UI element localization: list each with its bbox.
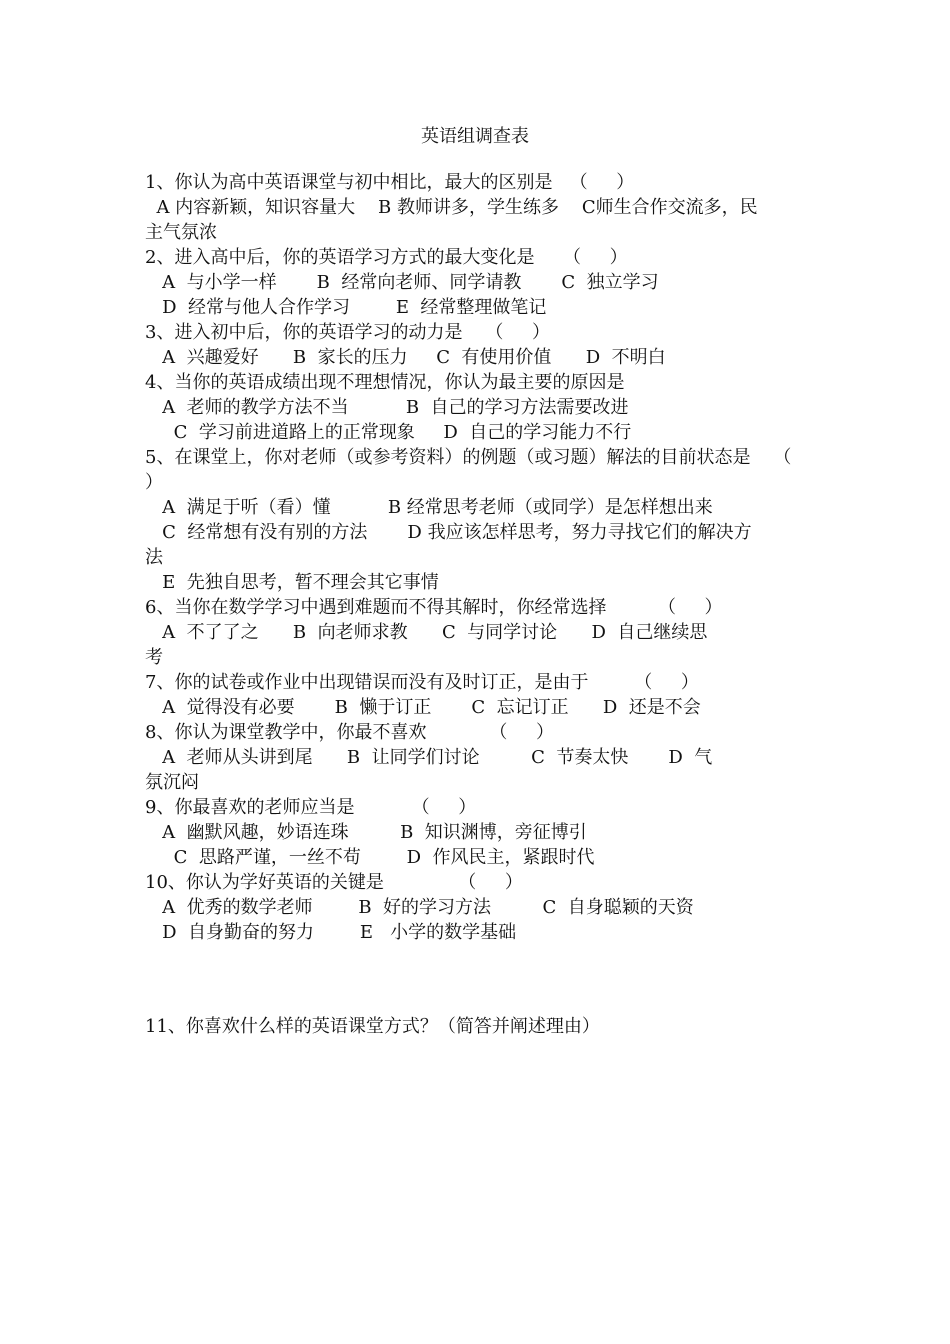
question-1-options: A 内容新颖，知识容量大 B 教师讲多，学生练多 C师生合作交流多，民 — [145, 197, 758, 218]
question-5-cont: ） — [145, 472, 163, 493]
question-7-options: A 觉得没有必要 B 懒于订正 C 忘记订正 D 还是不会 — [145, 697, 701, 718]
question-10: 10、你认为学好英语的关键是 （ ） — [145, 872, 523, 893]
question-1: 1、你认为高中英语课堂与初中相比，最大的区别是 （ ） — [145, 172, 635, 193]
question-9-options: A 幽默风趣，妙语连珠 B 知识渊博，旁征博引 — [145, 822, 587, 843]
question-5-options-cont: C 经常想有没有别的方法 D 我应该怎样思考，努力寻找它们的解决方 — [145, 522, 752, 543]
question-3: 3、进入初中后，你的英语学习的动力是 （ ） — [145, 322, 550, 343]
question-8-options-wrap: 氛沉闷 — [145, 772, 199, 793]
question-6-options-wrap: 考 — [145, 647, 163, 668]
question-2: 2、进入高中后，你的英语学习方式的最大变化是 （ ） — [145, 247, 628, 268]
question-5-options-wrap: 法 — [145, 547, 163, 568]
question-11-open: 11、你喜欢什么样的英语课堂方式？（简答并阐述理由） — [145, 1016, 600, 1037]
question-10-options: A 优秀的数学老师 B 好的学习方法 C 自身聪颖的天资 — [145, 897, 694, 918]
page-title: 英语组调查表 — [421, 126, 529, 147]
question-5-options: A 满足于听（看）懂 B 经常思考老师（或同学）是怎样想出来 — [145, 497, 713, 518]
question-3-options: A 兴趣爱好 B 家长的压力 C 有使用价值 D 不明白 — [145, 347, 666, 368]
question-4: 4、当你的英语成绩出现不理想情况，你认为最主要的原因是 — [145, 372, 625, 393]
question-8: 8、你认为课堂教学中，你最不喜欢 （ ） — [145, 722, 554, 743]
question-9-options-cont: C 思路严谨，一丝不苟 D 作风民主，紧跟时代 — [145, 847, 595, 868]
question-6-options: A 不了了之 B 向老师求教 C 与同学讨论 D 自己继续思 — [145, 622, 708, 643]
question-10-options-cont: D 自身勤奋的努力 E 小学的数学基础 — [145, 922, 517, 943]
question-8-options: A 老师从头讲到尾 B 让同学们讨论 C 节奏太快 D 气 — [145, 747, 713, 768]
question-4-options-cont: C 学习前进道路上的正常现象 D 自己的学习能力不行 — [145, 422, 632, 443]
question-4-options: A 老师的教学方法不当 B 自己的学习方法需要改进 — [145, 397, 629, 418]
question-6: 6、当你在数学学习中遇到难题而不得其解时，你经常选择 （ ） — [145, 597, 723, 618]
question-2-options: A 与小学一样 B 经常向老师、同学请教 C 独立学习 — [145, 272, 659, 293]
question-5-option-e: E 先独自思考，暂不理会其它事情 — [145, 572, 439, 593]
question-7: 7、你的试卷或作业中出现错误而没有及时订正，是由于 （ ） — [145, 672, 699, 693]
question-5: 5、在课堂上，你对老师（或参考资料）的例题（或习题）解法的目前状态是 （ — [145, 447, 792, 468]
question-9: 9、你最喜欢的老师应当是 （ ） — [145, 797, 477, 818]
question-list — [145, 170, 810, 945]
question-1-options-cont: 主气氛浓 — [145, 222, 217, 243]
question-2-options-cont: D 经常与他人合作学习 E 经常整理做笔记 — [145, 297, 547, 318]
